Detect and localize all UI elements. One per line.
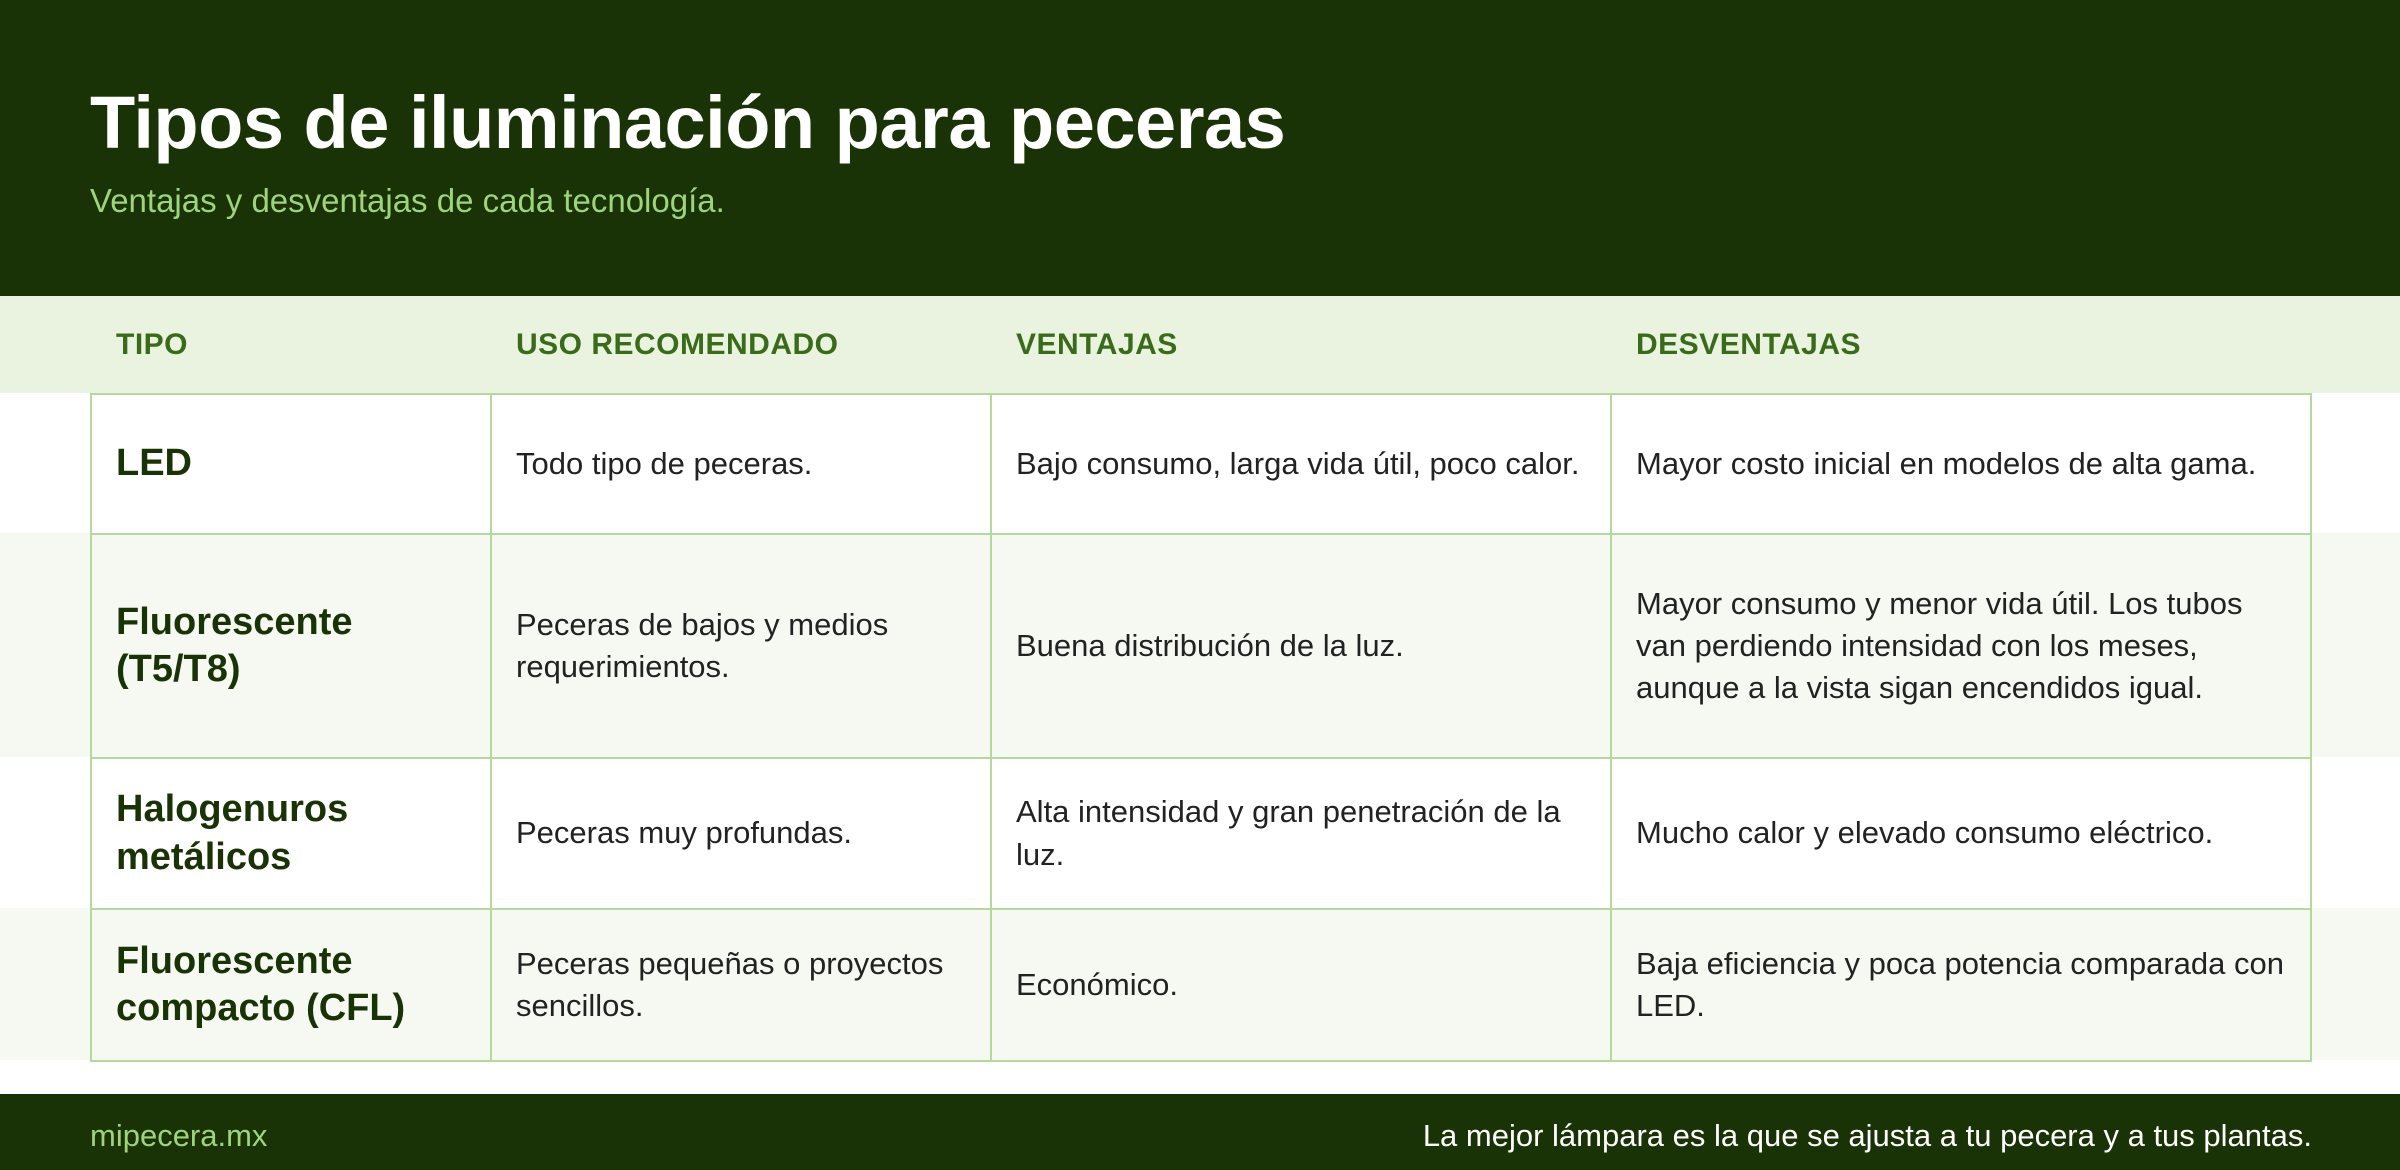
page-title: Tipos de iluminación para peceras <box>90 81 1286 164</box>
cell-uso: Peceras pequeñas o proyectos sencillos. <box>492 910 992 1062</box>
table-row <box>92 759 2312 910</box>
cell-uso: Peceras de bajos y medios requerimientos. <box>492 535 992 759</box>
cell-desventajas: Mayor costo inicial en modelos de alta gama. <box>1612 395 2312 535</box>
footer-brand: mipecera.mx <box>90 1118 268 1153</box>
page-footer <box>0 1094 2400 1170</box>
page-subtitle: Ventajas y desventajas de cada tecnología. <box>90 182 725 219</box>
cell-desventajas: Baja eficiencia y poca potencia comparada con LED. <box>1612 910 2312 1062</box>
column-header-ventajas: VENTAJAS <box>1016 327 1178 361</box>
cell-ventajas: Bajo consumo, larga vida útil, poco calor. <box>992 395 1612 535</box>
table-row <box>92 395 2312 535</box>
table-body <box>90 393 2312 1062</box>
table-row <box>92 910 2312 1062</box>
page-header <box>0 0 2400 296</box>
cell-tipo: Fluorescente (T5/T8) <box>92 535 492 759</box>
column-header-tipo: TIPO <box>116 327 189 361</box>
lighting-table <box>90 296 2312 1062</box>
cell-tipo: LED <box>92 395 492 535</box>
cell-ventajas: Alta intensidad y gran penetración de la luz. <box>992 759 1612 910</box>
column-header-desventajas: DESVENTAJAS <box>1636 327 1861 361</box>
cell-ventajas: Económico. <box>992 910 1612 1062</box>
cell-uso: Peceras muy profundas. <box>492 759 992 910</box>
table-header-row <box>90 296 2312 393</box>
cell-tipo: Fluorescente compacto (CFL) <box>92 910 492 1062</box>
cell-desventajas: Mayor consumo y menor vida útil. Los tubos van perdiendo intensidad con los meses, aunque a la vista sigan encendidos igual. <box>1612 535 2312 759</box>
column-header-uso: USO RECOMENDADO <box>516 327 839 361</box>
cell-desventajas: Mucho calor y elevado consumo eléctrico. <box>1612 759 2312 910</box>
table-row <box>92 535 2312 759</box>
cell-uso: Todo tipo de peceras. <box>492 395 992 535</box>
cell-ventajas: Buena distribución de la luz. <box>992 535 1612 759</box>
cell-tipo: Halogenuros metálicos <box>92 759 492 910</box>
footer-tagline: La mejor lámpara es la que se ajusta a tu pecera y a tus plantas. <box>1422 1118 2312 1153</box>
